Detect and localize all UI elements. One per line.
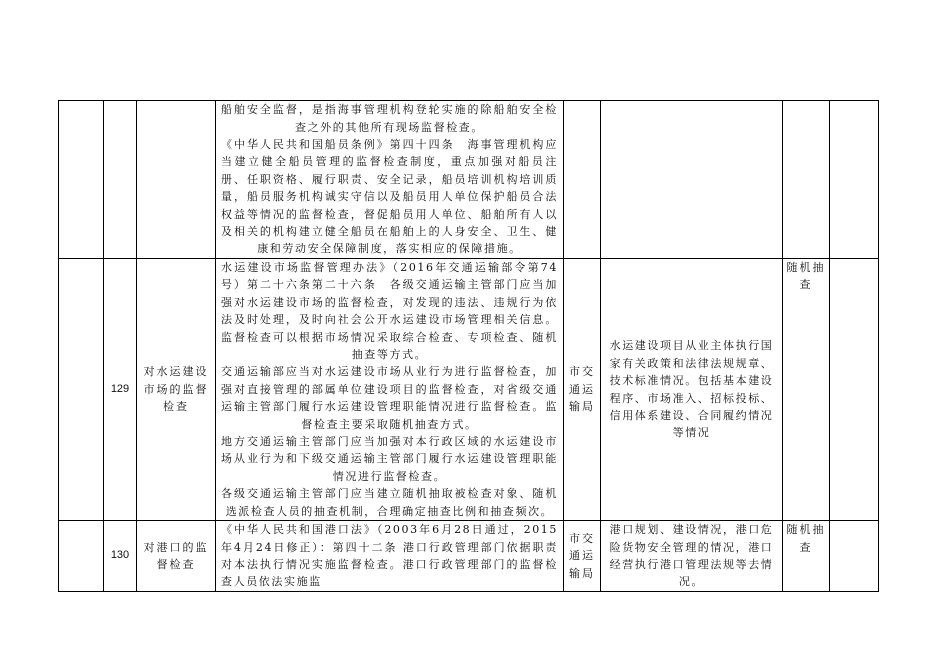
inspection-table xyxy=(58,100,879,592)
inspection-content: 港口规划、建设情况，港口危险货物安全管理的情况，港口经营执行港口管理法规等去情况。 xyxy=(601,521,783,592)
basis-paragraph: 地方交通运输主管部门应当加强对本行政区域的水运建设市场从业行为和下级交通运输主管部门履行水运建设管理职能情况进行监督检查。 xyxy=(221,435,558,483)
basis-paragraph: 《中华人民共和国船员条例》第四十四条 海事管理机构应当建立健全船员管理的监督检查制度，重点加强对船员注册、任职资格、履行职责、安全记录，船员培训机构培训质量，船员服务机构诚实守信以及船员用人单位保护船员合法权益等情况的监督检查，督促船员用人单位、船舶所有人以及相关的机构建立健全船员在船舶上的人身安全、卫生、健康和劳动安全保障制度，落实相应的保障措施。 xyxy=(221,137,558,256)
category-cell xyxy=(59,521,104,592)
remarks-cell xyxy=(830,521,879,592)
department: 市交通运输局 xyxy=(564,259,601,521)
category-cell xyxy=(59,259,104,521)
department xyxy=(564,101,601,259)
item-number: 129 xyxy=(104,259,137,521)
item-number: 130 xyxy=(104,521,137,592)
inspection-content xyxy=(601,101,783,259)
remarks-cell xyxy=(830,259,879,521)
inspection-method xyxy=(783,101,830,259)
basis-paragraph: 《中华人民共和国港口法》（2003年6月28日通过，2015年4月24日修正）：第四十二条 港口行政管理部门依据职责对本法执行情况实施监督检查。港口行政管理部门的监督检查人员依法实施监 xyxy=(221,523,558,589)
inspection-content: 水运建设项目从业主体执行国家有关政策和法律法规规章、技术标准情况。包括基本建设程序、市场准入、招标投标、信用体系建设、合同履约情况等情况 xyxy=(601,259,783,521)
basis-paragraph: 船舶安全监督，是指海事管理机构登轮实施的除船舶安全检查之外的其他所有现场监督检查。 xyxy=(221,103,558,134)
remarks-cell xyxy=(830,101,879,259)
inspection-method: 随机抽查 xyxy=(783,259,830,521)
table-row xyxy=(59,259,879,521)
category-cell xyxy=(59,101,104,259)
table-row xyxy=(59,521,879,592)
legal-basis xyxy=(216,101,564,259)
item-name xyxy=(137,101,216,259)
department: 市交通运输局 xyxy=(564,521,601,592)
basis-paragraph: 水运建设市场监督管理办法》（2016年交通运输部令第74号）第二十六条第二十六条 各级交通运输主管部门应当加强对水运建设市场的监督检查，对发现的违法、违规行为依法及时处理，及时向社会公开水运建设市场管理相关信息。监督检查可以根据市场情况采取综合检查、专项检查、随机抽查等方式。 xyxy=(221,261,558,362)
item-number xyxy=(104,101,137,259)
basis-paragraph: 各级交通运输主管部门应当建立随机抽取被检查对象、随机选派检查人员的抽查机制，合理确定抽查比例和抽查频次。 xyxy=(221,487,558,518)
item-name: 对水运建设市场的监督检查 xyxy=(137,259,216,521)
table-row xyxy=(59,101,879,259)
basis-paragraph: 交通运输部应当对水运建设市场从业行为进行监督检查，加强对直接管理的部属单位建设项目的监督检查，对省级交通运输主管部门履行水运建设管理职能情况进行监督检查。监督检查主要采取随机抽查方式。 xyxy=(221,365,558,431)
inspection-method: 随机抽查 xyxy=(783,521,830,592)
legal-basis xyxy=(216,521,564,592)
legal-basis xyxy=(216,259,564,521)
item-name: 对港口的监督检查 xyxy=(137,521,216,592)
